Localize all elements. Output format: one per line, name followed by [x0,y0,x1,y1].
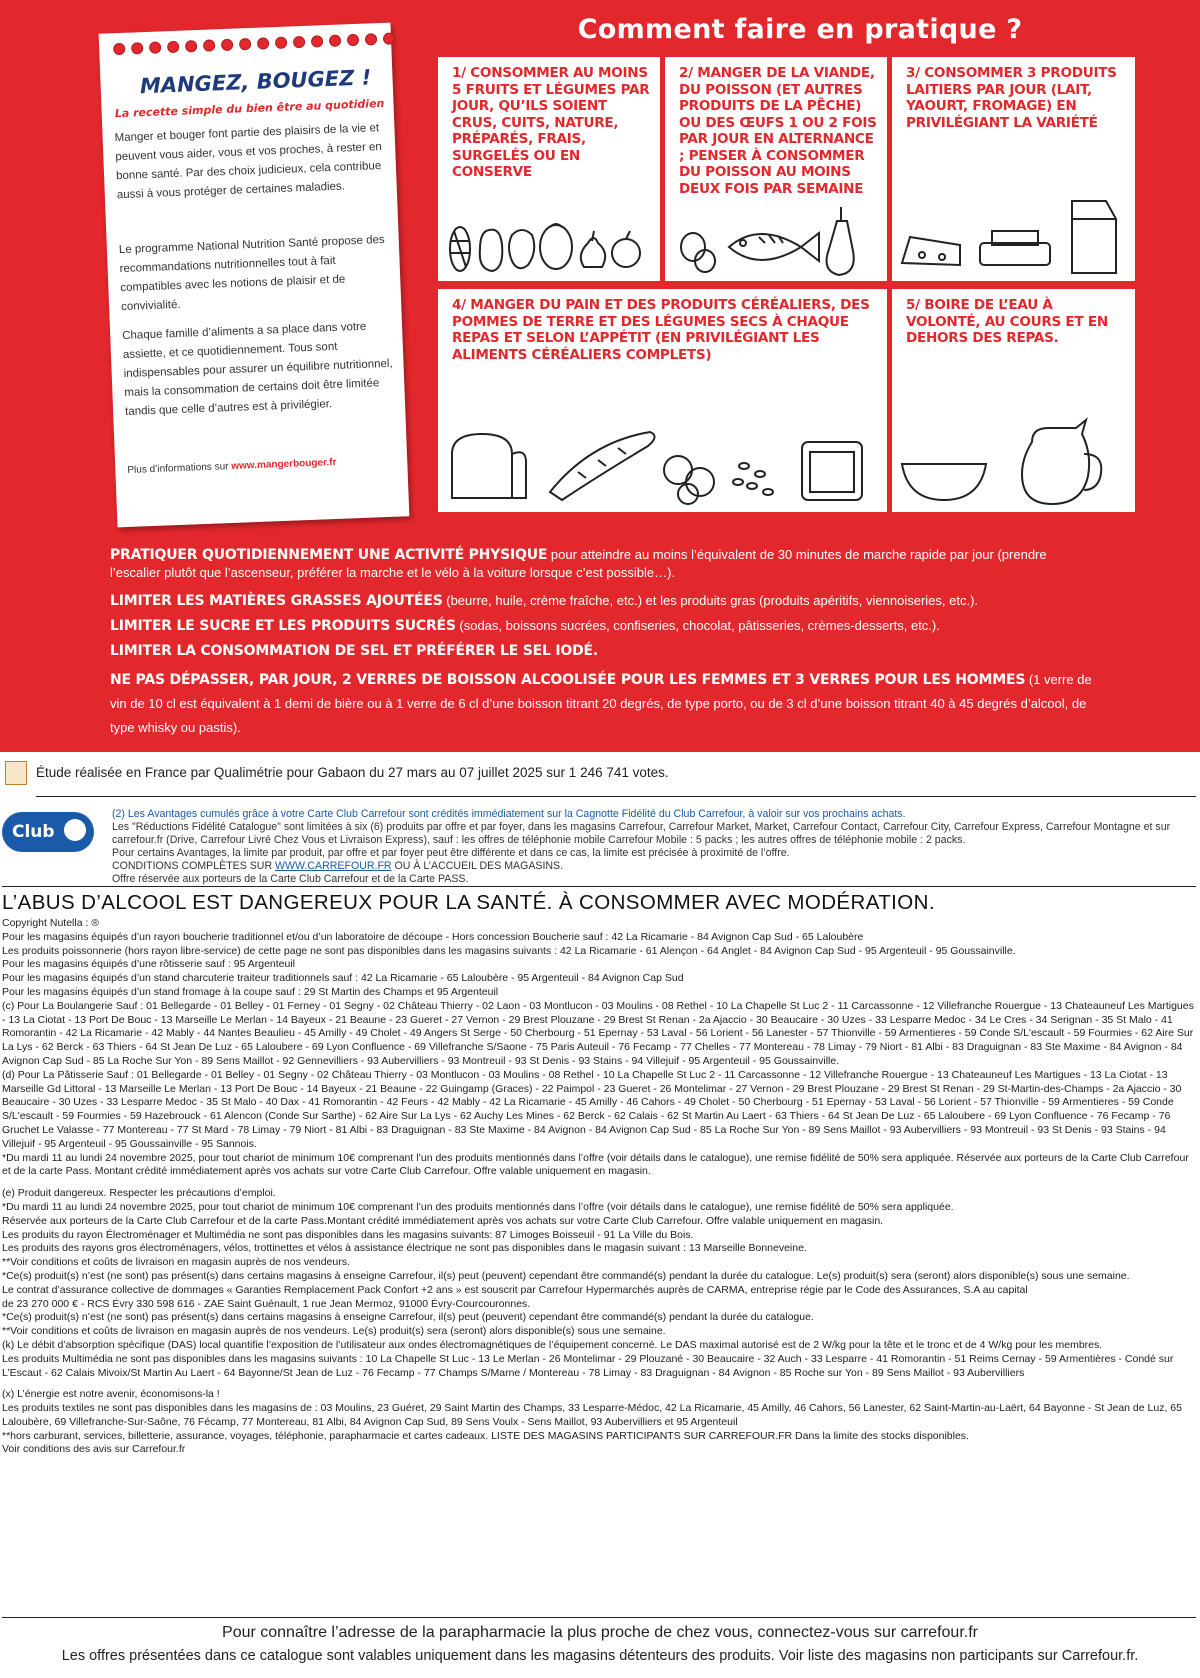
club-line-1: (2) Les Avantages cumulés grâce à votre Carte Club Carrefour sont crédités immédiatement sur la Cagnotte Fidélité du Club Carrefour, à valoir sur vos prochains achats. [112,808,906,820]
club-line-3: Pour certains Avantages, la limite par produit, par offre et par foyer peut être différente et dans ce cas, la limite est précisée à proximité de l’offre. [112,847,790,859]
divider [36,796,1196,797]
club-line-2: Les "Réductions Fidélité Catalogue" sont limitées à six (6) produits par offre et par foyer, dans les magasins Carrefour, Carrefour Market, Market, Carrefour Contact, Carrefour City, Carrefour Express, Carrefour Montagne et sur carrefour.fr (Drive, Carrefour Livré Chez Vous et Livraison Express), sauf : les offres de téléphonie mobile Carrefour Mobile : 5 packs ; les autres offres de téléphonie mobile : 2 packs. [112,821,1171,846]
club-conditions [112,808,1197,886]
advice-alcohol: NE PAS DÉPASSER, PAR JOUR, 2 VERRES DE BOISSON ALCOOLISÉE POUR LES FEMMES ET 3 VERRES POUR LES HOMMES (1 verre de vin de 10 cl est équivalent à 1 demi de bière ou à 1 verre de 6 cl d’une boisson titrant 20 degrés, de type porto, ou de 3 cl d’une boisson titrant 40 à 45 degrés d’alcool, de type whisky ou pastis). [110,672,1092,735]
alcohol-warning: L’ABUS D’ALCOOL EST DANGEREUX POUR LA SANTÉ. À CONSOMMER AVEC MODÉRATION. [2,891,935,914]
fine-print-line: (c) Pour La Boulangerie Sauf : 01 Bellegarde - 01 Belley - 01 Ferney - 01 Segny - 02 Château Thierry - 02 Laon - 03 Montlucon - 03 Moulins - 08 Rethel - 10 La Chapelle St Luc 2 - 11 Carcassonne - 12 Villefranche Rouergue - 13 Chateauneuf Les Martigues - 13 La Ciotat - 13 Port De Bouc - 13 Marseille Le Merlan - 14 Bayeux - 21 Beaune - 23 Gueret - 27 Vernon - 29 Brest Plouzane - 29 Brest St Renan - 2a Ajaccio - 30 Beaucaire - 30 Uzes - 33 Lesparre Medoc - 34 Le Cres - 34 Serignan - 35 St Malo - 41 Romorantin - 42 La Ricamarie - 42 Mably - 44 Nantes Beaulieu - 45 Amilly - 49 Cholet - 49 Angers St Serge - 50 Cherbourg - 51 Epernay - 53 Laval - 56 Lorient - 56 Lanester - 57 Thionville - 59 Armentieres - 59 Conde S/L'escault - 59 Fourmies - 62 Aire Sur La Lys - 62 Berck - 63 Thiers - 64 St Jean De Luz - 65 Laloubere - 69 Lyon Confluence - 69 Villefranche S/Saone - 75 Paris Auteuil - 76 Fecamp - 77 Chelles - 77 Montereau - 78 Limay - 79 Niort - 81 Albi - 83 Draguignan - 83 Ste Maxime - 84 Avignon - 84 Avignon Cap Sud - 85 La Roche Sur Yon - 89 Sens Maillot - 92 Gennevilliers - 93 Aubervilliers - 93 Montreuil - 93 St Denis - 93 Stains - 94 Villejuif - 95 Argenteuil - 95 Goussainville. [2,999,1194,1067]
tip-box-5-text: 5/ BOIRE DE L’EAU À VOLONTÉ, AU COURS ET EN DEHORS DES REPAS. [906,297,1108,346]
dairy-products-icon [892,191,1135,281]
fine-print-line: Voir conditions des avis sur Carrefour.fr [2,1443,186,1456]
note-paragraph-3: Chaque famille d’aliments a sa place dans votre assiette, et ce quotidiennement. Tous sont indispensables pour assurer un équilibre nutritionnel, mais la consommation de certains doit être limitée tandis que celle d’autres est à privilégier. [122,320,393,419]
fruits-vegetables-icon [438,201,660,281]
tip-box-2-text: 2/ MANGER DE LA VIANDE, DU POISSON (ET AUTRES PRODUITS DE LA PÊCHE) OU DES ŒUFS 1 OU 2 FOIS PAR JOUR EN ALTERNANCE ; PENSER À CONSOMMER DU POISSON AU MOINS DEUX FOIS PAR SEMAINE [679,65,877,197]
advice-fats: LIMITER LES MATIÈRES GRASSES AJOUTÉES (beurre, huile, crème fraîche, etc.) et les produits gras (produits apéritifs, viennoiseries, etc.). [110,593,979,609]
advice-sugar: LIMITER LE SUCRE ET LES PRODUITS SUCRÉS (sodas, boissons sucrées, confiseries, chocolat, pâtisseries, crèmes-desserts, etc.). [110,618,940,634]
bread-cereals-potatoes-icon [438,412,887,512]
divider [2,886,1196,887]
notepad-rings [113,32,395,55]
survey-strip [0,752,1200,796]
fine-print-line: (e) Produit dangereux. Respecter les précautions d’emploi. [2,1187,276,1200]
fine-print-line: *Du mardi 11 au lundi 24 novembre 2025, pour tout chariot de minimum 10€ comprenant l’un des produits mentionnés dans l’offre (voir détails dans le catalogue), une remise fidélité de 50% sera appliquée. [2,1200,954,1213]
fine-print-line: *Ce(s) produit(s) n’est (ne sont) pas présent(s) dans certains magasins à enseigne Carrefour, il(s) peut (peuvent) cependant être commandé(s) pendant la durée du catalogue. [2,1311,814,1324]
fine-print-line: Les produits des rayons gros électroménagers, vélos, trottinettes et vélos à assistance électrique ne sont pas disponibles dans le magasin suivant : 13 Marseille Bonneveine. [2,1242,807,1255]
fine-print-line: Réservée aux porteurs de la Carte Club Carrefour et de la carte Pass.Montant crédité immédiatement après vos achats sur votre Carte Club Carrefour. Offre valable uniquement en magasin. [2,1214,884,1227]
tip-box-5 [892,289,1135,512]
legal-fine-print [2,917,1196,1457]
tip-box-3 [892,57,1135,281]
tip-box-1-text: 1/ CONSOMMER AU MOINS 5 FRUITS ET LÉGUMES PAR JOUR, QU’ILS SOIENT CRUS, CUITS, NATURE, PRÉPARÉS, FRAIS, SURGELÉS OU EN CONSERVE [452,65,650,180]
fine-print-line: *Ce(s) produit(s) n’est (ne sont) pas présent(s) dans certains magasins à enseigne Carrefour, il(s) peut (peuvent) cependant être commandé(s) pendant la durée du catalogue. Le(s) produit(s) sera (seront) alors disponible(s) sous une semaine. [2,1269,1130,1282]
footer-parapharmacie: Pour connaître l’adresse de la parapharmacie la plus proche de chez vous, connectez-vous sur carrefour.fr [222,1624,978,1641]
fine-print-line: Le contrat d’assurance collective de dommages « Garanties Remplacement Pack Confort +2 ans » est souscrit par Carrefour Hypermarchés auprès de CARMA, entreprise régie par le Code des Assurances, S.A au capital [2,1283,1028,1296]
notepad-card [99,23,410,528]
fine-print-line: (k) Le débit d’absorption spécifique (DAS) local quantifie l’exposition de l’utilisateur aux ondes électromagnétiques de l’équipement concerné. Le DAS maximal autorisé est de 2 W/kg pour la tête et le tronc et de 4 W/kg pour les membres. [2,1338,1103,1351]
note-subtitle: La recette simple du bien être au quotidien [114,96,385,121]
fine-print-line: Les produits textiles ne sont pas disponibles dans les magasins de : 03 Moulins, 23 Guéret, 29 Saint Martin des Champs, 33 Lesparre-Médoc, 42 La Ricamarie, 45 Amilly, 46 Cahors, 56 Lanester, 62 Saint-Martin-au-Laërt, 64 Bayonne - St Jean de Luz, 65 Laloubère, 69 Villefranche-Sur-Saône, 76 Fécamp, 77 Montereau, 81 Albi, 84 Avignon Cap Sud, 89 Sens Voulx - Sens Maillot, 93 Aubervilliers et 95 Argenteuil [2,1402,1182,1428]
fine-print-line: Les produits Multimédia ne sont pas disponibles dans les magasins suivants : 10 La Chapelle St Luc - 13 Le Merlan - 26 Montelimar - 29 Plouzané - 30 Beaucaire - 32 Auch - 33 Lesparre - 41 Romorantin - 51 Reims Cernay - 59 Armentières - Condé sur L’Escaut - 62 Calais Mivoix/St Martin Au Laert - 64 Bayonne/St Jean de Luz - 76 Fecamp - 77 Champs S/Marne / Montereau - 78 Limay - 83 Draguignan - 84 Avignon - 85 Roche sur Yon - 89 Sens Maillot - 93 Aubervilliers [2,1352,1174,1379]
club-carrefour-logo: Club [2,812,94,852]
meat-fish-eggs-icon [665,201,887,281]
club-line-5: Offre réservée aux porteurs de la Carte Club Carrefour et de la Carte PASS. [112,873,469,885]
fine-print-line: Pour les magasins équipés d’une rôtisserie sauf : 95 Argenteuil [2,958,296,971]
fine-print-line: Copyright Nutella : ® [2,917,100,929]
fine-print-line: (d) Pour La Pâtisserie Sauf : 01 Bellegarde - 01 Belley - 01 Segny - 02 Château Thierry - 03 Montlucon - 03 Moulins - 08 Rethel - 10 La Chapelle St Luc 2 - 11 Carcassonne - 12 Villefranche Rouergue - 13 Chateauneuf Les Martigues - 13 La Ciotat - 13 Marseille Gd Littoral - 13 Marseille Le Merlan - 13 Port De Bouc - 14 Bayeux - 21 Beaune - 22 Guingamp (Graces) - 22 Paimpol - 23 Gueret - 26 Montelimar - 27 Vernon - 29 Brest Plouzane - 29 Brest St Renan - 29 St-Martin-des-Champs - 2a Ajaccio - 30 Beaucaire - 30 Uzes - 33 Lesparre Medoc - 35 St Malo - 40 Dax - 41 Romorantin - 42 Feurs - 42 Mably - 42 La Ricamarie - 45 Amilly - 46 Cahors - 49 Cholet - 50 Cherbourg - 51 Epernay - 53 Laval - 56 Lorient - 57 Thionville - 59 Armentieres - 59 Conde S/L'escault - 59 Fourmies - 59 Hazebrouck - 61 Alencon (Conde Sur Sarthe) - 62 Aire Sur La Lys - 62 Auchy Les Mines - 62 Berck - 62 Calais - 62 St Martin Au Laert - 63 Thiers - 64 St Jean De Luz - 65 Laloubere - 69 Lyon Confluence - 76 Fecamp - 76 Gruchet Le Valasse - 77 Montereau - 77 St Mard - 78 Limay - 79 Niort - 81 Albi - 83 Draguignan - 83 Ste Maxime - 84 Avignon - 84 Avignon Cap Sud - 85 La Roche Sur Yon - 89 Sens Maillot - 93 Aubervilliers - 93 Montreuil - 93 St Denis - 93 Stains - 94 Villejuif - 95 Argenteuil - 95 Goussainville - 95 Sannois. [2,1068,1182,1150]
fine-print-line: Pour les magasins équipés d’un stand charcuterie traiteur traditionnels sauf : 42 La Ricamarie - 65 Laloubère - 95 Argenteuil - 84 Avignon Cap Sud [2,972,684,985]
tip-box-3-text: 3/ CONSOMMER 3 PRODUITS LAITIERS PAR JOUR (LAIT, YAOURT, FROMAGE) EN PRIVILÉGIANT LA VARIÉTÉ [906,65,1117,131]
advice-activity: PRATIQUER QUOTIDIENNEMENT UNE ACTIVITÉ PHYSIQUE pour atteindre au moins l’équivalent de 30 minutes de marche rapide par jour (prendre l’escalier plutôt que l’ascenseur, préférer la marche et le vélo à la voiture lorsque c’est possible…). [110,547,1047,580]
note-paragraph-2: Le programme National Nutrition Santé propose des recommandations nutritionnelles tout à fait compatibles avec les notions de plaisir et de convivialité. [118,233,385,314]
fine-print-line: **hors carburant, services, billetterie, assurance, voyages, téléphonie, parapharmacie et cartes cadeaux. LISTE DES MAGASINS PARTICIPANTS SUR CARREFOUR.FR Dans la limite des stocks disponibles. [2,1429,969,1442]
fine-print-line: **Voir conditions et coûts de livraison en magasin auprès de nos vendeurs. Le(s) produit(s) sera (seront) alors disponible(s) sous une semaine. [2,1325,666,1338]
water-pitcher-icon [892,412,1135,512]
fine-print-line: de 23 270 000 € - RCS Évry 330 598 616 - ZAE Saint Guénault, 1 rue Jean Mermoz, 91000 Évry-Courcouronnes. [2,1297,531,1310]
fine-print-line: Pour les magasins équipés d’un rayon boucherie traditionnel et/ou d’un laboratoire de découpe - Hors concession Boucherie sauf : 42 La Ricamarie - 84 Avignon Cap Sud - 65 Laloubère [2,930,864,943]
mangerbouger-link[interactable]: www.mangerbouger.fr [231,456,337,473]
fine-print-line: (x) L’énergie est notre avenir, économisons-la ! [2,1388,220,1401]
club-line-4: CONDITIONS COMPLÈTES SUR WWW.CARREFOUR.FR OU À L’ACCUEIL DES MAGASINS. [112,860,564,872]
note-paragraph-1: Manger et bouger font partie des plaisirs de la vie et peuvent vous aider, vous et vos proches, à rester en bonne santé. Par des choix judicieux, cela contribue aussi à vous protéger de certaines maladies. [114,122,382,202]
fine-print-line: *Du mardi 11 au lundi 24 novembre 2025, pour tout chariot de minimum 10€ comprenant l’un des produits mentionnés dans l’offre (voir détails dans le catalogue), une remise fidélité de 50% sera appliquée. Réservée aux porteurs de la Carte Club Carrefour et de la carte Pass. Montant crédité immédiatement après vos achats sur votre Carte Club Carrefour. Offre valable uniquement en magasin. [2,1151,1189,1178]
fine-print-line: Pour les magasins équipés d’un stand fromage à la coupe sauf : 29 St Martin des Champs et 95 Argenteuil [2,985,499,998]
survey-text: Étude réalisée en France par Qualimétrie pour Gabaon du 27 mars au 07 juillet 2025 sur 1 246 741 votes. [36,765,669,780]
advice-salt: LIMITER LA CONSOMMATION DE SEL ET PRÉFÉRER LE SEL IODÉ. [110,643,599,659]
tip-box-1 [438,57,660,281]
fine-print-line [2,1179,1196,1187]
note-more-text: Plus d’informations sur [127,461,232,476]
tip-box-4 [438,289,887,512]
fine-print-line [2,1380,1196,1388]
carrefour-logo-icon [64,819,86,841]
tip-box-2 [665,57,887,281]
carrefour-link[interactable]: WWW.CARREFOUR.FR [275,860,392,872]
fine-print-line: **Voir conditions et coûts de livraison en magasin auprès de nos vendeurs. [2,1256,350,1269]
tip-box-4-text: 4/ MANGER DU PAIN ET DES PRODUITS CÉRÉALIERS, DES POMMES DE TERRE ET DES LÉGUMES SECS À CHAQUE REPAS ET SELON L’APPÉTIT (EN PRIVILÉGIANT LES ALIMENTS CÉRÉALIERS COMPLETS) [452,297,870,363]
footer-offers-note: Les offres présentées dans ce catalogue sont valables uniquement dans les magasins détenteurs des produits. Voir liste des magasins non participants sur Carrefour.fr. [61,1648,1139,1664]
fine-print-line: Les produits du rayon Électroménager et Multimédia ne sont pas disponibles dans les magasins suivants: 87 Limoges Boisseuil - 91 La Ville du Bois. [2,1228,694,1241]
note-more-info [127,451,398,480]
divider [2,1617,1196,1618]
page-title: Comment faire en pratique ? [577,14,1023,45]
note-title: MANGEZ, BOUGEZ ! [139,65,372,99]
fine-print-line: Les produits poissonnerie (hors rayon libre-service) de cette page ne sont pas disponibles dans les magasins suivants : 42 La Ricamarie - 61 Alençon - 64 Anglet - 84 Avignon Cap Sud - 95 Argenteuil - 95 Goussainville. [2,944,1016,957]
survey-document-icon [5,761,27,785]
